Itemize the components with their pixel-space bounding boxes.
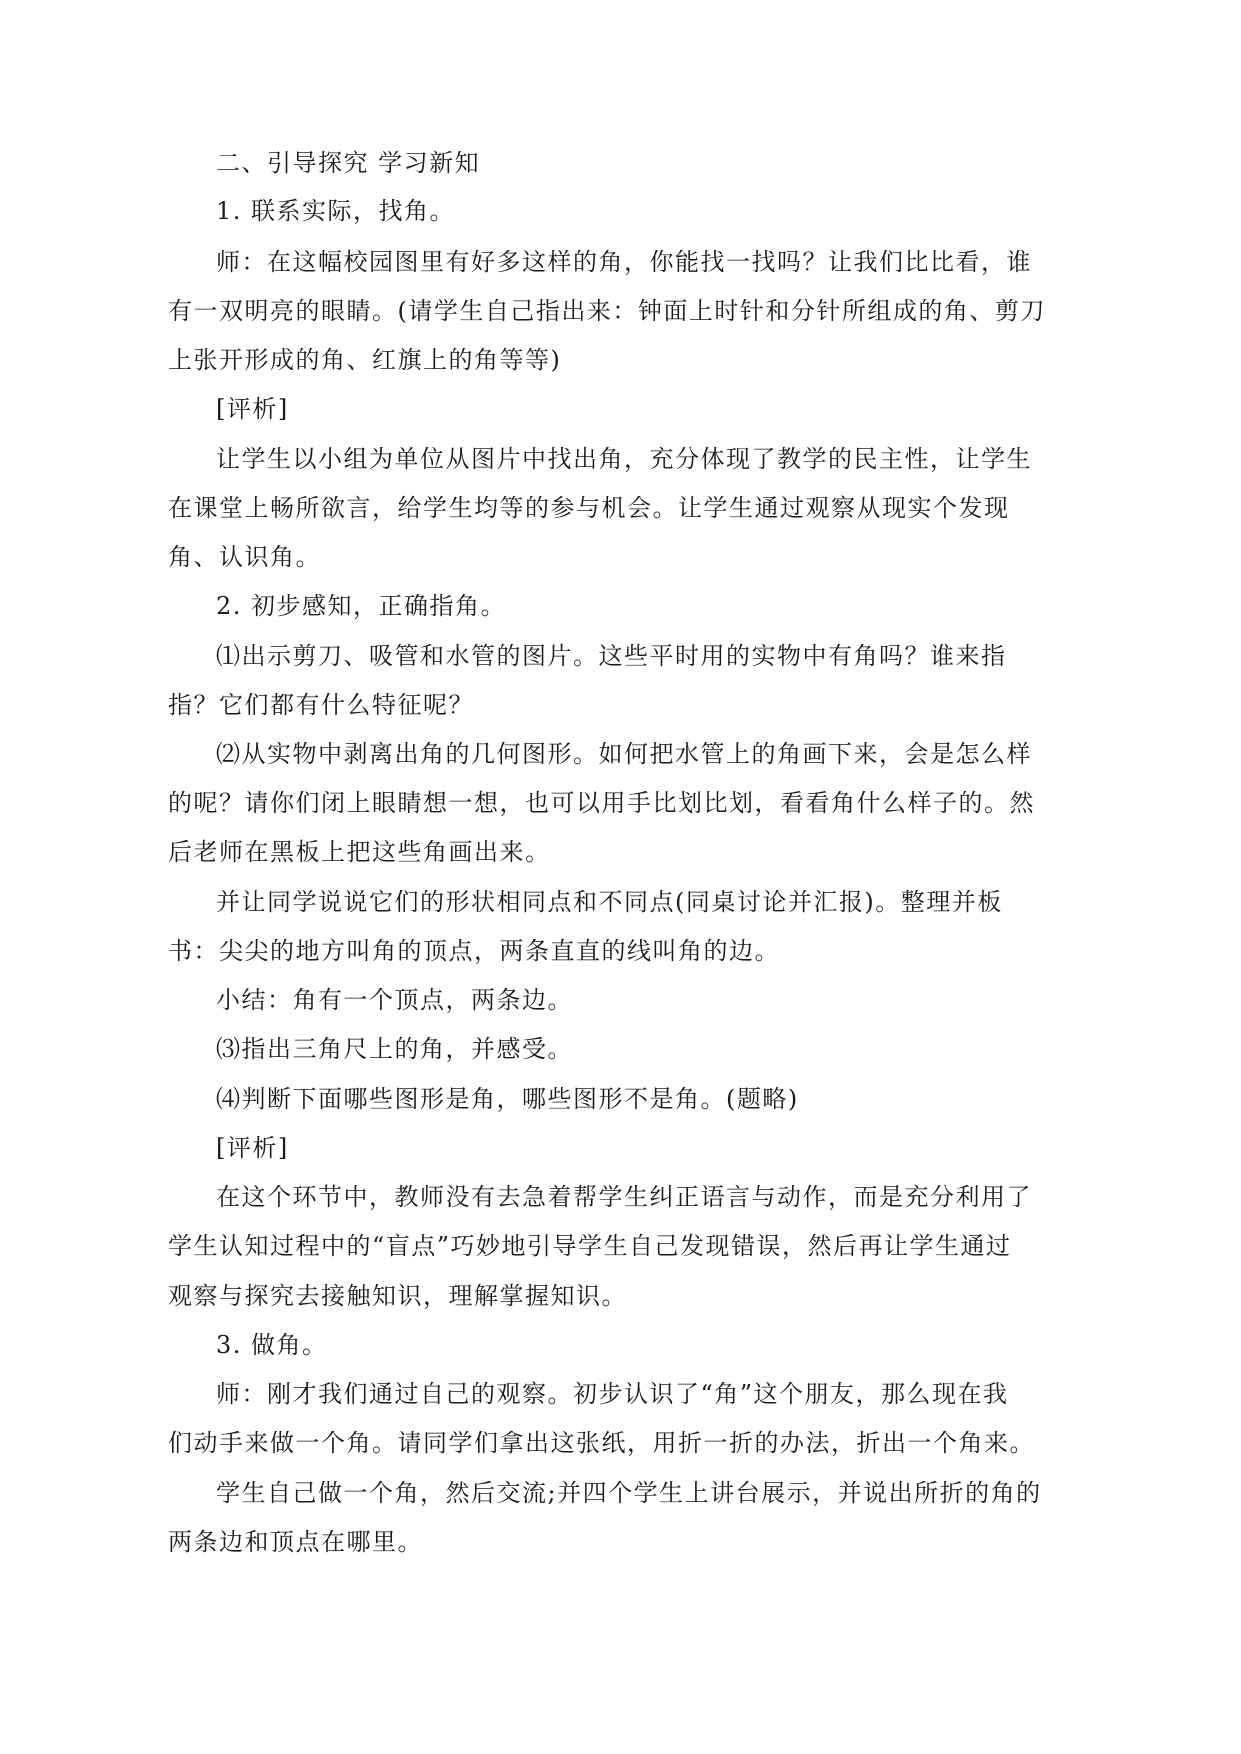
analysis-label: [评析] (216, 395, 289, 423)
paragraph-line: ⑶指出三角尺上的角，并感受。 (216, 1035, 573, 1063)
paragraph-line: ⑷判断下面哪些图形是角，哪些图形不是角。(题略) (216, 1085, 799, 1113)
section-heading: 二、引导探究 学习新知 (216, 149, 481, 177)
paragraph-line: 在课堂上畅所欲言，给学生均等的参与机会。让学生通过观察从现实个发现 (168, 494, 1010, 522)
paragraph-line: 两条边和顶点在哪里。 (168, 1528, 423, 1556)
subheading-3: 3. 做角。 (216, 1331, 328, 1359)
paragraph-line: 让学生以小组为单位从图片中找出角，充分体现了教学的民主性，让学生 (216, 445, 1032, 473)
paragraph-line: 师：刚才我们通过自己的观察。初步认识了“角”这个朋友，那么现在我 (216, 1380, 1009, 1408)
paragraph-line: 后老师在黑板上把这些角画出来。 (168, 838, 551, 866)
subheading-1: 1. 联系实际，找角。 (216, 197, 456, 225)
paragraph-line: 指？它们都有什么特征呢？ (168, 691, 474, 719)
paragraph-line: ⑵从实物中剥离出角的几何图形。如何把水管上的角画下来，会是怎么样 (216, 740, 1032, 768)
paragraph-line: ⑴出示剪刀、吸管和水管的图片。这些平时用的实物中有角吗？谁来指 (216, 642, 1007, 670)
paragraph-line: 上张开形成的角、红旗上的角等等) (168, 346, 562, 374)
subheading-2: 2. 初步感知，正确指角。 (216, 592, 507, 620)
paragraph-line: 学生自己做一个角，然后交流;并四个学生上讲台展示，并说出所折的角的 (216, 1479, 1042, 1507)
paragraph-line: 书：尖尖的地方叫角的顶点，两条直直的线叫角的边。 (168, 937, 780, 965)
paragraph-line: 师：在这幅校园图里有好多这样的角，你能找一找吗？让我们比比看，谁 (216, 248, 1032, 276)
paragraph-line: 并让同学说说它们的形状相同点和不同点(同桌讨论并汇报)。整理并板 (216, 888, 1003, 916)
analysis-label: [评析] (216, 1134, 289, 1162)
paragraph-line: 有一双明亮的眼睛。(请学生自己指出来：钟面上时针和分针所组成的角、剪刀 (168, 297, 1046, 325)
paragraph-line: 学生认知过程中的“盲点”巧妙地引导学生自己发现错误，然后再让学生通过 (168, 1232, 1012, 1260)
paragraph-line: 小结：角有一个顶点，两条边。 (216, 986, 573, 1014)
paragraph-line: 们动手来做一个角。请同学们拿出这张纸，用折一折的办法，折出一个角来。 (168, 1429, 1035, 1457)
paragraph-line: 角、认识角。 (168, 543, 321, 571)
paragraph-line: 观察与探究去接触知识，理解掌握知识。 (168, 1282, 627, 1310)
paragraph-line: 在这个环节中，教师没有去急着帮学生纠正语言与动作，而是充分利用了 (216, 1183, 1032, 1211)
paragraph-line: 的呢？请你们闭上眼睛想一想，也可以用手比划比划，看看角什么样子的。然 (168, 789, 1035, 817)
